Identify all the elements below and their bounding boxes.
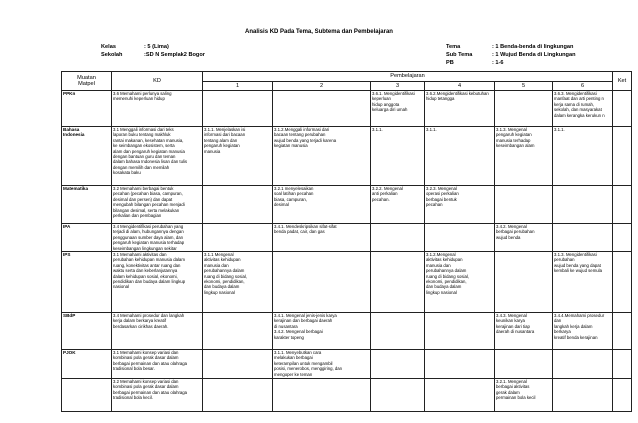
cell-pembelajaran-5 [495, 186, 553, 224]
cell-pembelajaran-2: 3.1.2.Menggali informasi dari bacaan tentang perubahan wujud benda yang terjadi karena kegiatan manusia [273, 127, 371, 186]
cell-ket [613, 379, 632, 412]
cell-pembelajaran-3 [371, 350, 425, 379]
cell-pembelajaran-2 [273, 379, 371, 412]
cell-muatan: IPA [62, 224, 112, 252]
cell-kd: 3.4 Memahami prosedur dan langkah kerja dalam berkarya kreatif berdasarkan cirikhas daerah. [112, 313, 203, 350]
header-num: 6 [553, 82, 613, 91]
header-pembelajaran: Pembelajaran [203, 72, 613, 82]
cell-pembelajaran-3 [371, 224, 425, 252]
cell-pembelajaran-5: 3.4.2. Mengenal berbagai perubahan wujud benda [495, 224, 553, 252]
cell-pembelajaran-4 [425, 224, 495, 252]
cell-kd: 3.1 Menggali informasi dari teks laporan buku tentang makhluk rantai makanan, kesehatan manusia, ke seimbangan ekosistem, serta alam dan pengaruh kegiatan manusia dengan bantuan guru dan teman dalam bahasa Indonesia lisan dan tulis dengan memilih dan memilah kosakata baku [112, 127, 203, 186]
cell-pembelajaran-4 [425, 350, 495, 379]
cell-muatan: Bahasa Indonesia [62, 127, 112, 186]
cell-pembelajaran-2 [273, 91, 371, 127]
cell-pembelajaran-5 [495, 252, 553, 313]
cell-pembelajaran-6: 3.1.3. Mengidentifikasi perubahan wujud benda yang dapat kembali ke wujud semula [553, 252, 613, 313]
cell-pembelajaran-3 [371, 252, 425, 313]
cell-kd: 3.6 Memahami perlunya saling memenuhi keperluan hidup [112, 91, 203, 127]
cell-pembelajaran-5: 3.4.3. Mengenal keunikan karya kerajinan dari tiap daerah di nusantara [495, 313, 553, 350]
table-row [62, 91, 632, 127]
table-row [62, 127, 632, 186]
cell-kd: 3.2 Memahami berbagai bentuk pecahan (pecahan biasa, campuran, desimal dan persen) dan dapat mengubah bilangan pecahan menjadi bilangan desimal, serta melakukan perkalian dan pembagian [112, 186, 203, 224]
cell-pembelajaran-4: 3.2.3. Mengenal operasi perkalian berbagai bentuk pecahan [425, 186, 495, 224]
info-pb [446, 60, 504, 66]
info-label: Sekolah [101, 52, 123, 58]
info-subtema [446, 52, 576, 58]
cell-pembelajaran-5 [495, 91, 553, 127]
header-muatan: Muatan Matpel [62, 72, 112, 91]
header-num: 5 [495, 82, 553, 91]
cell-muatan: SBdP [62, 313, 112, 350]
cell-muatan [62, 379, 112, 412]
cell-pembelajaran-5 [495, 350, 553, 379]
cell-pembelajaran-1 [203, 379, 273, 412]
cell-pembelajaran-5: 3.1.3. Mengenal pengaruh kegiatan manusia terhadap keseimbangan alam [495, 127, 553, 186]
header-num: 1 [203, 82, 273, 91]
table-row [62, 224, 632, 252]
info-value: : 1-6 [492, 60, 504, 66]
cell-ket [613, 350, 632, 379]
cell-pembelajaran-2: 3.4.1. Mendeskripsikan sifat-sifat benda padat, cair, dan gas [273, 224, 371, 252]
analysis-table [61, 71, 632, 412]
cell-pembelajaran-1: 3.1.1. Menjelaskan isi informasi dari bacaan tentang alam dan pengaruh kegiatan manusia [203, 127, 273, 186]
table-row [62, 186, 632, 224]
header-num: 3 [371, 82, 425, 91]
cell-muatan: PJOK [62, 350, 112, 379]
cell-pembelajaran-4: 3.1.2.Mengenal aktivitas kehidupan manusia dan perubahannya dalam ruang di bidang sosial, ekonomi, pendidikan, dan budaya dalam lingkup nasional [425, 252, 495, 313]
cell-pembelajaran-6 [553, 186, 613, 224]
info-tema [446, 44, 574, 50]
cell-pembelajaran-4 [425, 379, 495, 412]
info-label: Kelas [101, 44, 116, 50]
table-row [62, 252, 632, 313]
cell-pembelajaran-4 [425, 313, 495, 350]
cell-pembelajaran-3 [371, 313, 425, 350]
cell-pembelajaran-4: 3.6.2.Mengidentifikasi kebutuhan hidup tetangga [425, 91, 495, 127]
cell-pembelajaran-3: 3.6.1. Mengidentifikasi keperluan hidup anggota keluarga diri umah [371, 91, 425, 127]
cell-pembelajaran-6 [553, 379, 613, 412]
cell-ket [613, 127, 632, 186]
document-title: Analisis KD Pada Tema, Subtema dan Pembelajaran [245, 29, 393, 35]
table-row [62, 313, 632, 350]
info-value: :SD N Semplak2 Bogor [144, 52, 205, 58]
cell-muatan: Matematika [62, 186, 112, 224]
cell-pembelajaran-4: 3.1.1. [425, 127, 495, 186]
info-sekolah [101, 52, 205, 58]
cell-pembelajaran-1: 3.1.1 Mengenal aktivitas kehidupan manusia dan perubahannya dalam ruang di bidang sosial, ekonomi, pendidikan, dan budaya dalam lingkup nasional [203, 252, 273, 313]
info-kelas [101, 44, 169, 50]
header-num: 4 [425, 82, 495, 91]
header-kd: KD [112, 72, 203, 91]
cell-kd: 3.2 Memahami konsep variasi dan kombinasi pola gerak dasar dalam berbagai permainan dan atau olahraga tradisional bola kecil. [112, 379, 203, 412]
cell-pembelajaran-5: 3.2.1. Mengenal berbagai aktivitas gerak dalam permainan bola kecil [495, 379, 553, 412]
cell-ket [613, 224, 632, 252]
cell-kd: 3.1 Memahami konsep variasi dan kombinasi pola gerak dasar dalam berbagai permainan dan atau olahraga tradisional bola besar. [112, 350, 203, 379]
cell-kd: 3.1 Memahami aktivitas dan perubahan kehidupan manusia dalam ruang, konektivitas antar ruang dan waktu serta dan keberlanjutannya dalam kehidupan sosial, ekonomi, pendidikan dan budaya dalam lingkup nasional [112, 252, 203, 313]
cell-pembelajaran-6: 3.6.3. Mengidentifikasi manfaat dan arti penting n kerja sama di rumah, sekolah, dan masyarakat dalam kerangka kerukun n [553, 91, 613, 127]
info-label: Sub Tema [446, 52, 473, 58]
header-num: 2 [273, 82, 371, 91]
info-label: Tema [446, 44, 461, 50]
info-value: : 5 (Lima) [144, 44, 169, 50]
cell-pembelajaran-1 [203, 313, 273, 350]
cell-pembelajaran-3: 3.2.2. Mengenal anti perkalian pecahan. [371, 186, 425, 224]
cell-pembelajaran-1 [203, 224, 273, 252]
cell-ket [613, 313, 632, 350]
table-row [62, 379, 632, 412]
cell-pembelajaran-6 [553, 350, 613, 379]
cell-pembelajaran-2: 3.4.1. Mengenal jenis-jenis karya kerajinan dan berbagai daerah di nusantara 3.4.2. Mengenal berbagai karakter topeng [273, 313, 371, 350]
cell-pembelajaran-2 [273, 252, 371, 313]
cell-pembelajaran-1 [203, 186, 273, 224]
header-ket: Ket [613, 72, 632, 91]
cell-muatan: IPS [62, 252, 112, 313]
cell-ket [613, 186, 632, 224]
cell-ket [613, 91, 632, 127]
info-value: : 1 Benda-benda di lingkungan [492, 44, 574, 50]
cell-pembelajaran-3 [371, 379, 425, 412]
cell-pembelajaran-2: 3.2.1 menyelesaikan soal latihan pecahan biasa, campuran, desimal [273, 186, 371, 224]
cell-pembelajaran-1 [203, 91, 273, 127]
cell-kd: 3.4 Mengidentifikasi perubahan yang terjadi di alam, hubungannya dengan penggunaan sumber daya alam, dan pengaruh kegiatan manusia terhadap keseimbangan lingkungan sekitar [112, 224, 203, 252]
cell-ket [613, 252, 632, 313]
cell-pembelajaran-6: 3.4.4.Memahami prosedur dan langkah kerja dalam berkarya kreatif benda kerajinan [553, 313, 613, 350]
cell-pembelajaran-2: 3.1.1. Menyebutkan cara melakukan berbagai keterampilan untuk mengambil posisi, menerobos, menggiring, dan mengoper ke teman [273, 350, 371, 379]
table-row [62, 350, 632, 379]
cell-pembelajaran-1 [203, 350, 273, 379]
cell-pembelajaran-6: 3.1.1. [553, 127, 613, 186]
cell-muatan: PPKn [62, 91, 112, 127]
cell-pembelajaran-3: 3.1.1. [371, 127, 425, 186]
cell-pembelajaran-6 [553, 224, 613, 252]
info-value: : 1 Wujud Benda di Lingkungan [492, 52, 576, 58]
info-label: PB [446, 60, 454, 66]
